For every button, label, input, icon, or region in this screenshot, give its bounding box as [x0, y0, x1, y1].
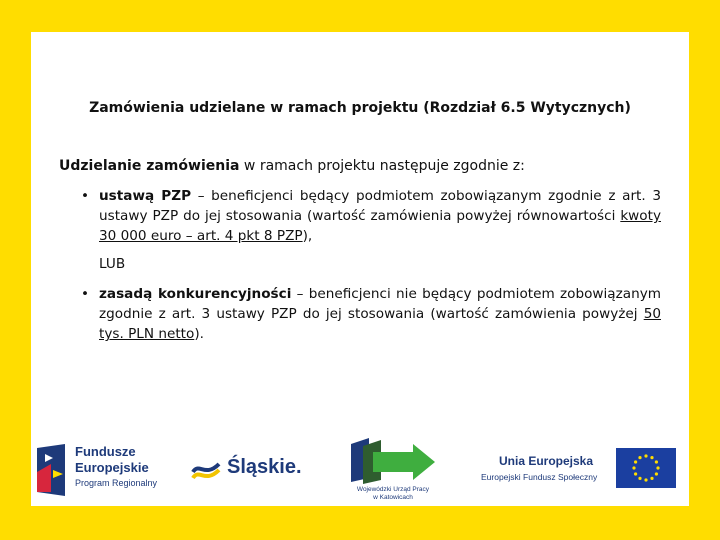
eu-logo: [471, 448, 683, 496]
slaskie-text: Śląskie.: [227, 456, 302, 478]
fundusze-europejskie-emblem-icon: [37, 444, 69, 496]
intro-rest: w ramach projektu następuje zgodnie z:: [239, 158, 525, 174]
bullet1-bold: ustawą PZP: [99, 188, 192, 204]
intro-text: [59, 158, 659, 174]
bullet-pzp: [81, 186, 661, 246]
bullet-konkurencyjnosc: [81, 284, 661, 344]
fe-line3: Program Regionalny: [75, 478, 158, 488]
bullet2-underline: 50 tys. PLN netto: [99, 306, 661, 342]
wup-line2: w Katowicach: [373, 494, 413, 501]
intro-bold: Udzielanie zamówienia: [59, 158, 240, 174]
fe-line2: Europejskie: [75, 460, 149, 475]
wup-line1: Wojewódzki Urząd Pracy: [356, 486, 430, 493]
bullet-dot: •: [81, 188, 90, 204]
slide-title: Zamówienia udzielane w ramach projektu (Rozdział 6.5 Wytycznych): [89, 100, 631, 116]
wup-logo: [339, 438, 449, 504]
bullet2-text2: ).: [194, 326, 204, 342]
bullet1-underline: kwoty 30 000 euro – art. 4 pkt 8 PZP: [99, 208, 661, 244]
bullet-dot: •: [81, 286, 90, 302]
slaskie-wave-icon: [191, 454, 221, 484]
bullet1-text2: ),: [302, 228, 313, 244]
eu-flag-icon: [616, 448, 676, 488]
slide: [31, 32, 689, 506]
eu-line2: Europejski Fundusz Społeczny: [481, 472, 598, 482]
fe-line1: Fundusze: [75, 444, 136, 459]
eu-line1: Unia Europejska: [499, 454, 594, 468]
bullet1-text1: – beneficjenci będący podmiotem zobowiązanym zgodnie z art. 3 ustawy PZP do jej stosowania (wartość zamówienia powyżej równowartości: [99, 188, 662, 224]
logo-bar: [31, 434, 689, 506]
bullet2-text1: – beneficjenci nie będący podmiotem zobowiązanym zgodnie z art. 3 ustawy PZP do jej stosowania (wartość zamówienia powyżej: [99, 286, 661, 322]
slaskie-logo: [191, 452, 311, 488]
lub-text: LUB: [99, 256, 126, 272]
fundusze-europejskie-logo: [37, 442, 187, 500]
wup-arrow-icon: [345, 438, 437, 484]
bullet2-bold: zasadą konkurencyjności: [99, 286, 292, 302]
